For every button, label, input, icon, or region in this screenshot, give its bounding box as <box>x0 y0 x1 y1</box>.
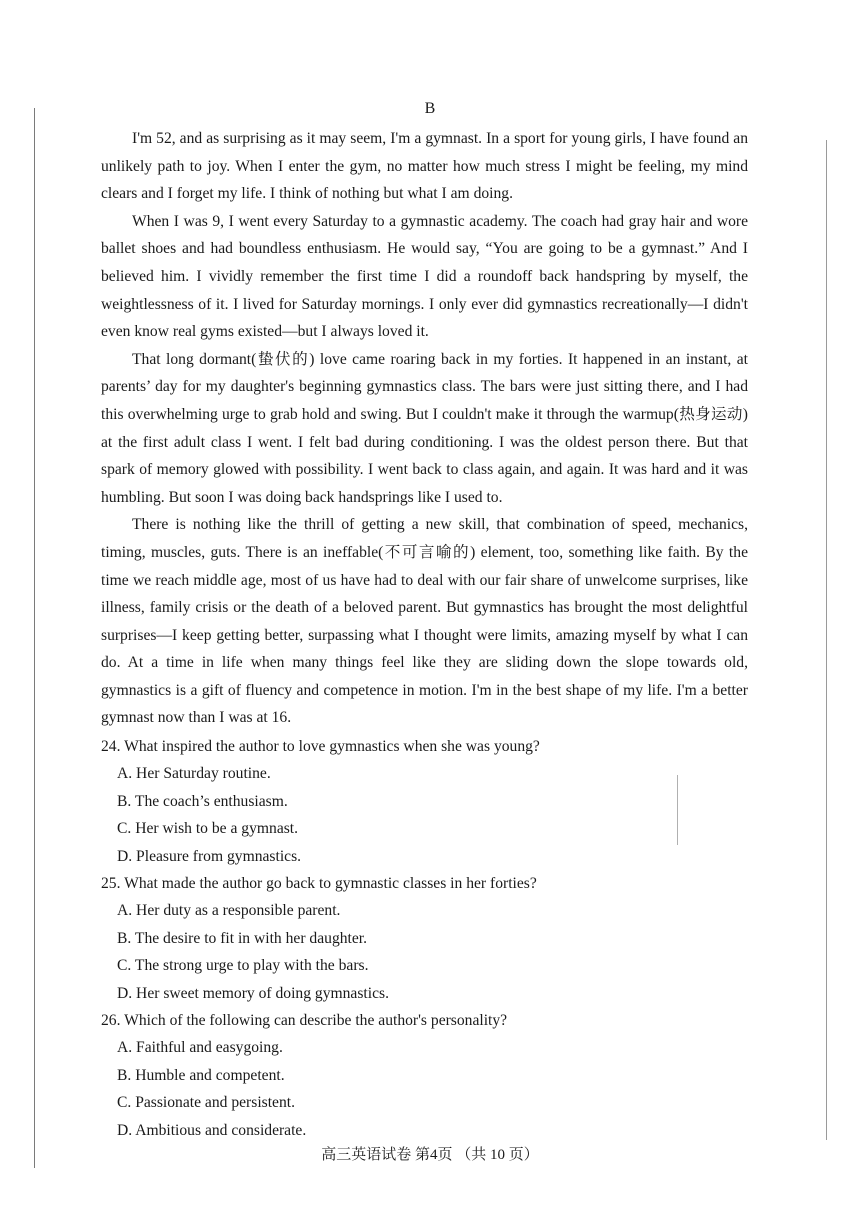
question-stem: 26. Which of the following can describe the author's personality? <box>101 1012 508 1030</box>
option-a: A. Faithful and easygoing. <box>117 1039 283 1057</box>
option-b: B. Humble and competent. <box>117 1066 285 1084</box>
question-stem: 24. What inspired the author to love gymnastics when she was young? <box>101 738 540 755</box>
question-stem: 25. What made the author go back to gymnastic classes in her forties? <box>101 875 537 893</box>
reading-passage <box>101 125 748 732</box>
page-footer: 高三英语试卷 第4页 （共 10 页） <box>321 1147 539 1163</box>
option-d: D. Pleasure from gymnastics. <box>117 847 302 865</box>
option-b: B. The coach’s enthusiasm. <box>117 792 288 810</box>
option-d: D. Ambitious and considerate. <box>117 1121 307 1139</box>
question-24 <box>101 733 761 870</box>
option-d: D. Her sweet memory of doing gymnastics. <box>117 984 389 1002</box>
option-c: C. The strong urge to play with the bars. <box>117 957 369 975</box>
option-c: C. Passionate and persistent. <box>117 1094 296 1112</box>
section-label: B <box>424 100 436 117</box>
option-a: A. Her Saturday routine. <box>117 765 271 783</box>
option-a: A. Her duty as a responsible parent. <box>117 902 341 920</box>
passage-paragraph-2: When I was 9, I went every Saturday to a gymnastic academy. The coach had gray hair and wore ballet shoes and had boundless enthusiasm. He would say, “You are going to be a gymnast.” And I believed him. I vividly remember the first time I did a roundoff back handspring by myself, the weightlessness of it. I lived for Saturday mornings. I only ever did gymnastics recreationally—I didn't even know real gyms existed—but I always loved it. <box>101 212 748 341</box>
option-b: B. The desire to fit in with her daughter. <box>117 929 368 947</box>
question-26 <box>101 1007 761 1144</box>
question-list <box>101 733 761 1144</box>
passage-paragraph-3: That long dormant(蛰伏的) love came roaring back in my forties. It happened in an instant, at parents’ day for my daughter's beginning gymnastics class. The bars were just sitting there, and I had this overwhelming urge to grab hold and swing. But I couldn't make it through the warmup(热身运动) at the first adult class I went. I felt bad during conditioning. I was the oldest person there. But that spark of memory glowed with possibility. I went back to class again, and again. It was hard and it was humbling. But soon I was doing back handsprings like I used to. <box>101 350 748 506</box>
question-25 <box>101 870 761 1007</box>
passage-paragraph-4: There is nothing like the thrill of getting a new skill, that combination of speed, mechanics, timing, muscles, guts. There is an ineffable(不可言喻的) element, too, something like faith. By the time we reach middle age, most of us have had to deal with our fair share of unwelcome surprises, like illness, family crisis or the death of a beloved parent. But gymnastics has brought the most delightful surprises—I keep getting better, surpassing what I thought were limits, amazing myself by what I can do. At a time in life when many things feel like they are sliding down the slope towards old, gymnastics is a gift of fluency and competence in motion. I'm in the best shape of my life. I'm a better gymnast now than I was at 16. <box>101 516 748 727</box>
passage-paragraph-1: I'm 52, and as surprising as it may seem, I'm a gymnast. In a sport for young girls, I have found an unlikely path to joy. When I enter the gym, no matter how much stress I might be feeling, my mind clears and I forget my life. I think of nothing but what I am doing. <box>101 130 748 203</box>
scan-border-right <box>826 140 827 1140</box>
scan-border-left <box>34 108 35 1168</box>
option-c: C. Her wish to be a gymnast. <box>117 820 299 838</box>
